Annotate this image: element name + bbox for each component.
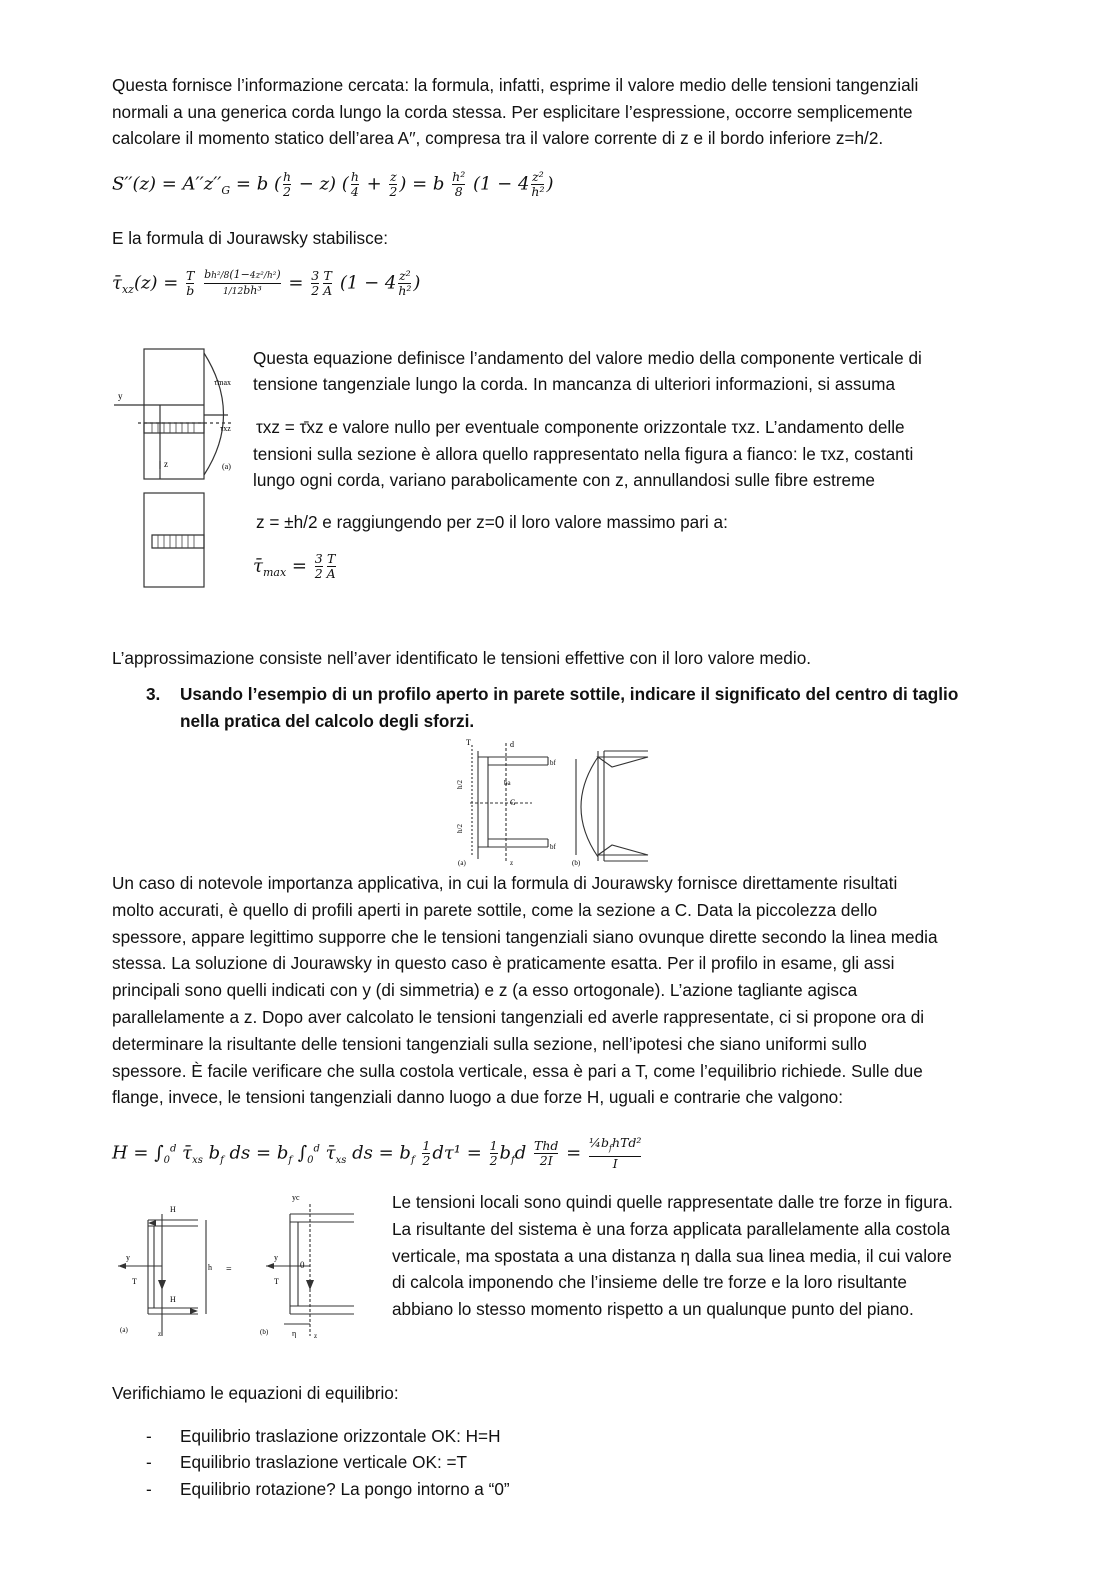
side-line-4: tensioni sulla sezione è allora quello rappresentato nella figura a fianco: le τxz, costanti (253, 444, 914, 464)
label-z-c: z (510, 859, 514, 867)
check-item-2: Equilibrio traslazione verticale OK: =T (180, 1452, 468, 1472)
c-para-line-4: stessa. La soluzione di Jourawsky in questo caso è praticamente esatta. Per il profilo in esame, gli assi (112, 953, 895, 973)
approx-sentence: L’approssimazione consiste nell’aver identificato le tensioni effettive con il loro valore medio. (112, 648, 812, 668)
intro-line-3: calcolare il momento statico dell’area A′′, compresa tra il valore corrente di z e il bordo inferiore z=h/2. (112, 128, 884, 148)
forces-line-5: abbiano lo stesso momento rispetto a un qualunque punto del piano. (392, 1299, 914, 1319)
label-H-bottom: H (170, 1295, 176, 1304)
label-a-c: (a) (458, 859, 466, 867)
forces-line-3: verticale, ma spostata a una distanza η dalla sua linea media, il cui valore (392, 1246, 952, 1266)
label-y-right: y (274, 1253, 278, 1262)
label-ba: ba (504, 779, 511, 787)
label-z-f: z (158, 1330, 162, 1338)
label-h2-bottom: h/2 (456, 824, 464, 833)
intro-line-1: Questa fornisce l’informazione cercata: la formula, infatti, esprime il valore medio delle tensioni tangenziali (112, 75, 919, 95)
forces-figure (114, 1190, 372, 1340)
label-z-f2: z (314, 1332, 318, 1340)
side-line-5: lungo ogni corda, variano parabolicamente con z, annullandosi sulle fibre estreme (253, 470, 875, 490)
eq-tau-max: $\taū_{max}$ = $\frac{3}{2}$ $\frac{T}{A}$ (253, 551, 336, 581)
eq-jourawsky: $\taū_{xz}(z)$ = $\frac{T}{b}$ $\frac{\text{bh²/8(1−4z²/h²)}}{\text{1/12bh³}}$ = $\frac{3}{2}$ $\frac{T}{A}$ (1 − 4 $\frac{\text{z²}}{\text{h²}}$ ) (112, 268, 421, 298)
check-item-3: Equilibrio rotazione? La pongo intorno a “0” (180, 1479, 510, 1499)
eq-H: $H = \int_0^d$ $\taū_{xs}$ $b_f$ ds = $b_f$ $\int_0^d$ $\taū_{xs}$ ds = $b_f$ $\frac{1}{2}$ dτ¹ = $\frac{1}{2}$ $b_fd$ $\frac{\text{Thd}}{2I}$ = $\frac{\frac{1}{4}b_fhTd^2}{I}$ (112, 1135, 642, 1171)
question-line-1: Usando l’esempio di un profilo aperto in parete sottile, indicare il significato del centro di taglio (180, 684, 959, 704)
side-line-3: τxz = τ̄xz e valore nullo per eventuale componente orizzontale τxz. L’andamento delle (256, 417, 905, 437)
label-bf-bottom: bf (550, 843, 556, 851)
question-line-2: nella pratica del calcolo degli sforzi. (180, 711, 475, 731)
label-b-c: (b) (572, 859, 581, 867)
label-y: y (118, 391, 123, 401)
intro-line-2: normali a una generica corda lungo la corda stessa. Per esplicitare l’espressione, occorre semplicemente (112, 102, 913, 122)
eq-static-moment: $S''(z) = A''z''_G = b$ ( $\frac{h}{2}$ − z) ( $\frac{h}{4}$ + $\frac{z}{2}$ ) = b $\frac{\text{h²}}{8}$ (1 − 4 $\frac{\text{z²}}{\text{h²}}$ ) (112, 169, 554, 199)
label-d: d (510, 740, 514, 749)
label-y-left: y (126, 1253, 130, 1262)
label-G: G (510, 798, 516, 807)
label-T-right: T (274, 1277, 279, 1286)
question-number: 3. (146, 684, 161, 704)
c-para-line-3: spessore, appare legittimo supporre che le tensioni tangenziali siano ovunque dirette secondo la linea media (112, 927, 938, 947)
forces-line-2: La risultante del sistema è una forza applicata parallelamente alla costola (392, 1219, 950, 1239)
jourawsky-intro: E la formula di Jourawsky stabilisce: (112, 228, 389, 248)
rect-section-figure (108, 343, 244, 605)
check-dash-3: - (146, 1479, 152, 1499)
label-b-f: (b) (260, 1328, 269, 1336)
section-rect-bottom (144, 493, 204, 587)
check-item-1: Equilibrio traslazione orizzontale OK: H=H (180, 1426, 501, 1446)
label-T-top: T (466, 738, 471, 747)
c-section-figure (452, 737, 658, 867)
check-dash-2: - (146, 1452, 152, 1472)
check-dash-1: - (146, 1426, 152, 1446)
side-line-1: Questa equazione definisce l’andamento del valore medio della componente verticale di (253, 348, 922, 368)
c-para-line-1: Un caso di notevole importanza applicativa, in cui la formula di Jourawsky fornisce direttamente risultati (112, 873, 898, 893)
label-a-f: (a) (120, 1326, 128, 1334)
label-h2-top: h/2 (456, 780, 464, 789)
c-para-line-6: parallelamente a z. Dopo aver calcolato le tensioni tangenziali ed averle rappresentate, ci si propone ora di (112, 1007, 925, 1027)
label-yc: yc (292, 1193, 300, 1202)
label-O: 0 (300, 1260, 305, 1270)
c-para-line-7: determinare la risultante delle tensioni tangenziali sulla sezione, nell’ipotesi che siano uniformi sullo (112, 1034, 867, 1054)
c-para-line-2: molto accurati, è quello di profili aperti in parete sottile, come la sezione a C. Data la piccolezza dello (112, 900, 878, 920)
forces-line-4: di calcola imponendo che l’insieme delle tre forze e la loro risultante (392, 1272, 907, 1292)
label-z: z (164, 459, 168, 469)
forces-line-1: Le tensioni locali sono quindi quelle rappresentate dalle tre forze in figura. (392, 1192, 953, 1212)
label-eta: η (292, 1329, 297, 1338)
c-para-line-9: flange, invece, le tensioni tangenziali danno luogo a due forze H, uguali e contrarie che valgono: (112, 1087, 843, 1107)
label-eq: = (226, 1264, 232, 1275)
side-line-6: z = ±h/2 e raggiungendo per z=0 il loro valore massimo pari a: (256, 512, 728, 532)
label-bf-top: bf (550, 759, 556, 767)
label-tau-xz: τxz (220, 424, 231, 433)
label-T-left: T (132, 1277, 137, 1286)
c-para-line-8: spessore. È facile verificare che sulla costola verticale, essa è pari a T, come l’equilibrio richiede. Sulle due (112, 1061, 923, 1081)
c-para-line-5: principali sono quelli indicati con y (di simmetria) e z (a esso ortogonale). L’azione tagliante agisca (112, 980, 858, 1000)
label-h: h (208, 1263, 212, 1272)
label-a: (a) (222, 462, 231, 471)
section-rect-top (144, 349, 204, 479)
label-tau-max: τ̄max (214, 378, 231, 387)
side-line-2: tensione tangenziale lungo la corda. In mancanza di ulteriori informazioni, si assuma (253, 374, 896, 394)
label-H-top: H (170, 1205, 176, 1214)
verify-intro: Verifichiamo le equazioni di equilibrio: (112, 1383, 399, 1403)
